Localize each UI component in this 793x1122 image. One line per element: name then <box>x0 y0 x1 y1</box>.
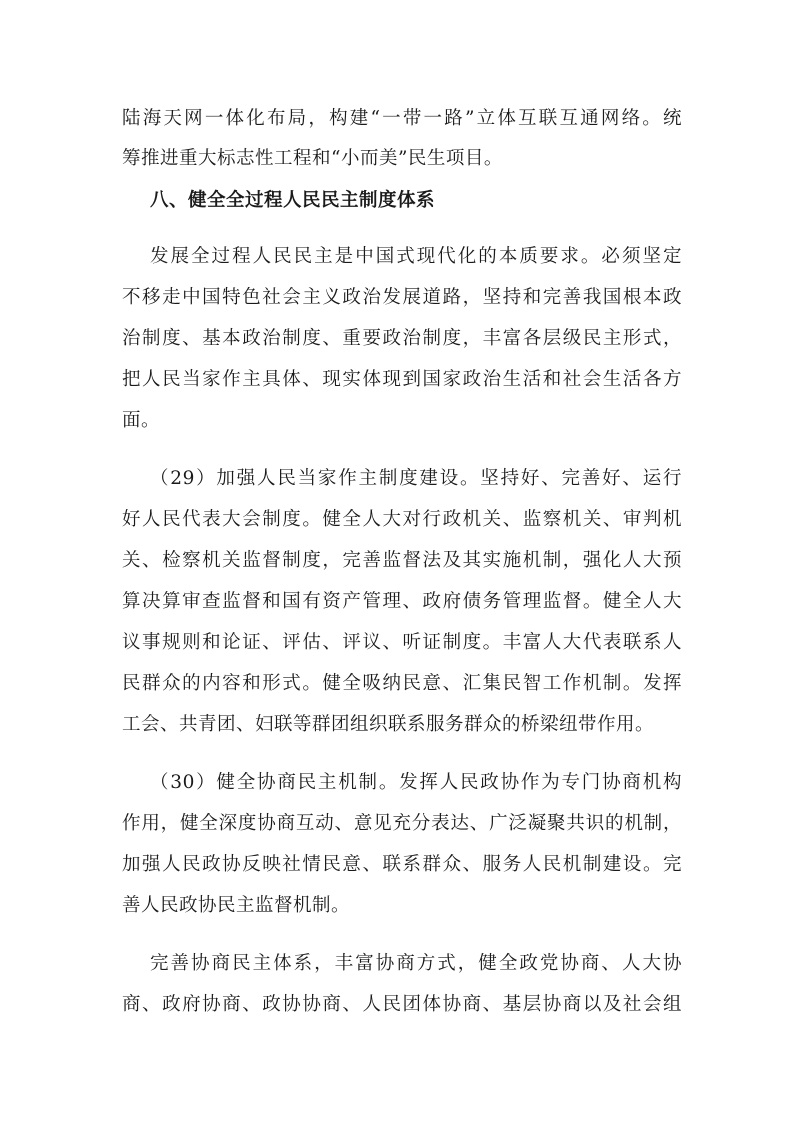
paragraph-line: 好人民代表大会制度。健全人大对行政机关、监察机关、审判机 <box>122 509 682 530</box>
paragraph-line: 把人民当家作主具体、现实体现到国家政治生活和社会生活各方 <box>122 369 682 390</box>
paragraph-line: 面。 <box>122 410 161 431</box>
paragraph-line: 商、政府协商、政协协商、人民团体协商、基层协商以及社会组 <box>122 994 682 1015</box>
paragraph-line: （29）加强人民当家作主制度建设。坚持好、完善好、运行 <box>150 468 682 489</box>
paragraph-line: 关、检察机关监督制度，完善监督法及其实施机制，强化人大预 <box>122 550 682 571</box>
paragraph-line: 不移走中国特色社会主义政治发展道路，坚持和完善我国根本政 <box>122 287 682 308</box>
paragraph-line: 加强人民政协反映社情民意、联系群众、服务人民机制建设。完 <box>122 854 682 875</box>
paragraph-line: 议事规则和论证、评估、评议、听证制度。丰富人大代表联系人 <box>122 632 682 653</box>
paragraph-line: 民群众的内容和形式。健全吸纳民意、汇集民智工作机制。发挥 <box>122 673 682 694</box>
section-heading: 八、健全全过程人民民主制度体系 <box>150 190 436 211</box>
paragraph-line: 完善协商民主体系，丰富协商方式，健全政党协商、人大协 <box>150 953 682 974</box>
paragraph-line: 善人民政协民主监督机制。 <box>122 895 351 916</box>
paragraph-line: 作用，健全深度协商互动、意见充分表达、广泛凝聚共识的机制， <box>122 813 682 834</box>
paragraph-line: 发展全过程人民民主是中国式现代化的本质要求。必须坚定 <box>150 246 682 267</box>
paragraph-line: 治制度、基本政治制度、重要政治制度，丰富各层级民主形式， <box>122 328 682 349</box>
paragraph-line: （30）健全协商民主机制。发挥人民政协作为专门协商机构 <box>150 772 682 793</box>
paragraph-line: 工会、共青团、妇联等群团组织联系服务群众的桥梁纽带作用。 <box>122 714 655 735</box>
paragraph-line: 算决算审查监督和国有资产管理、政府债务管理监督。健全人大 <box>122 591 682 612</box>
paragraph-line: 陆海天网一体化布局，构建“一带一路”立体互联互通网络。统 <box>122 108 682 129</box>
paragraph-line: 筹推进重大标志性工程和“小而美”民生项目。 <box>122 148 503 169</box>
